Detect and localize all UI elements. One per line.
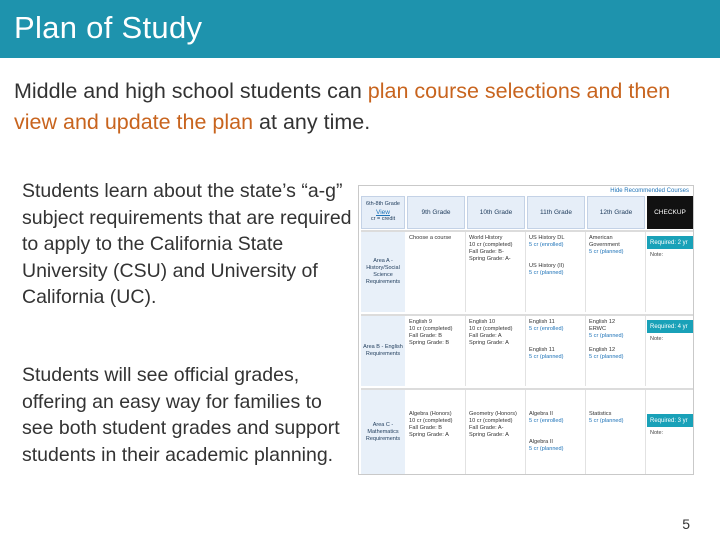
area-a-row [361,230,693,312]
course-credit: 5 cr (enrolled) [529,326,564,332]
course-credit: 5 cr (planned) [529,446,564,452]
course-credit: 5 cr (planned) [529,270,564,276]
course-credit: 10 cr (completed) [409,418,453,424]
spring-grade: Spring Grade: A [469,340,509,346]
area-b-grade10-cell[interactable] [467,318,525,348]
course-name: Algebra (Honors) [409,411,452,417]
area-a-grade9-cell[interactable] [407,234,465,243]
course-name: English 12 [589,347,616,353]
hide-recommended-link[interactable]: Hide Recommended Courses [610,188,689,194]
grade-10-header: 10th Grade [467,196,525,229]
grade-header-row [361,196,693,229]
checkup-header[interactable]: CHECKUP [647,196,693,229]
grade-9-header: 9th Grade [407,196,465,229]
area-a-grade12-cell[interactable] [587,234,645,257]
slide-title: Plan of Study [14,10,203,45]
area-b-note: Note: [650,336,664,342]
fall-grade: Fall Grade: A- [469,425,504,431]
area-a-label: Area A - History/Social Science Requirements [361,232,405,312]
course-name: Geometry (Honors) [469,411,517,417]
course-placeholder: Choose a course [409,235,452,241]
area-b-label: Area B - English Requirements [361,316,405,386]
area-b-required-badge: Required: 4 yr [647,320,693,333]
course-name: English 10 [469,319,496,325]
course-credit: 10 cr (completed) [469,326,513,332]
spring-grade: Spring Grade: A- [469,256,511,262]
lead-text-1: Middle and high school students can [14,79,368,103]
lead-paragraph [14,76,714,138]
area-a-grade11-cell[interactable] [527,234,585,278]
area-a-grade10-cell[interactable] [467,234,525,264]
paragraph-grades: Students will see official grades, offering an easy way for families to see both student grades and support students in their academic planning. [22,364,340,466]
course-name: American Government [589,235,620,248]
plan-of-study-screenshot [358,185,694,475]
middle-school-header [361,196,405,229]
course-name: English 11 [529,347,555,353]
course-credit: 10 cr (completed) [409,326,453,332]
course-credit: 5 cr (planned) [589,249,624,255]
course-credit: 5 cr (planned) [589,418,624,424]
area-b-grade11-cell[interactable] [527,318,585,362]
course-name: Statistics [589,411,612,417]
area-c-label: Area C - Mathematics Requirements [361,390,405,474]
area-c-required-badge: Required: 3 yr [647,414,693,427]
course-credit: 5 cr (planned) [529,354,564,360]
area-c-row [361,388,693,474]
course-credit: 5 cr (planned) [589,333,624,339]
fall-grade: Fall Grade: B [409,333,442,339]
area-c-grade10-cell[interactable] [467,410,525,440]
course-name: US History (II) [529,263,565,269]
credit-legend: cr = credit [370,216,396,223]
course-name: Algebra II [529,411,553,417]
course-credit: 5 cr (enrolled) [529,242,564,248]
area-a-required-badge: Required: 2 yr [647,236,693,249]
paragraph-requirements: Students learn about the state’s “a-g” subject requirements that are required to apply to the California State University (CSU) and University of California (UC). [22,180,352,308]
course-credit: 10 cr (completed) [469,242,513,248]
course-name: ERWC [589,326,606,332]
grade-12-header: 12th Grade [587,196,645,229]
fall-grade: Fall Grade: B [409,425,442,431]
course-name: English 11 [529,319,555,325]
course-name: Algebra II [529,439,553,445]
fall-grade: Fall Grade: B- [469,249,504,255]
middle-school-label: 6th-8th Grade [366,201,400,208]
page-number: 5 [682,516,690,532]
area-b-grade9-cell[interactable] [407,318,465,348]
grade-11-header: 11th Grade [527,196,585,229]
area-b-row [361,314,693,386]
area-c-grade11-cell[interactable] [527,410,585,454]
spring-grade: Spring Grade: B [409,340,450,346]
lead-accent: plan course selections and then view and update the plan [14,79,671,134]
area-a-note: Note: [650,252,664,258]
course-credit: 5 cr (planned) [589,354,624,360]
spring-grade: Spring Grade: A [409,432,449,438]
course-name: English 12 [589,319,616,325]
course-name: English 9 [409,319,433,325]
course-credit: 5 cr (enrolled) [529,418,564,424]
area-b-grade12-cell[interactable] [587,318,645,362]
area-c-grade9-cell[interactable] [407,410,465,440]
view-link[interactable]: View [376,208,390,216]
fall-grade: Fall Grade: A [469,333,502,339]
area-c-grade12-cell[interactable] [587,410,645,426]
course-name: World History [469,235,503,241]
spring-grade: Spring Grade: A [469,432,509,438]
area-c-note: Note: [650,430,664,436]
lead-text-2: at any time. [253,110,371,134]
course-credit: 10 cr (completed) [469,418,513,424]
title-bar [0,0,720,58]
course-name: US History DL [529,235,565,241]
